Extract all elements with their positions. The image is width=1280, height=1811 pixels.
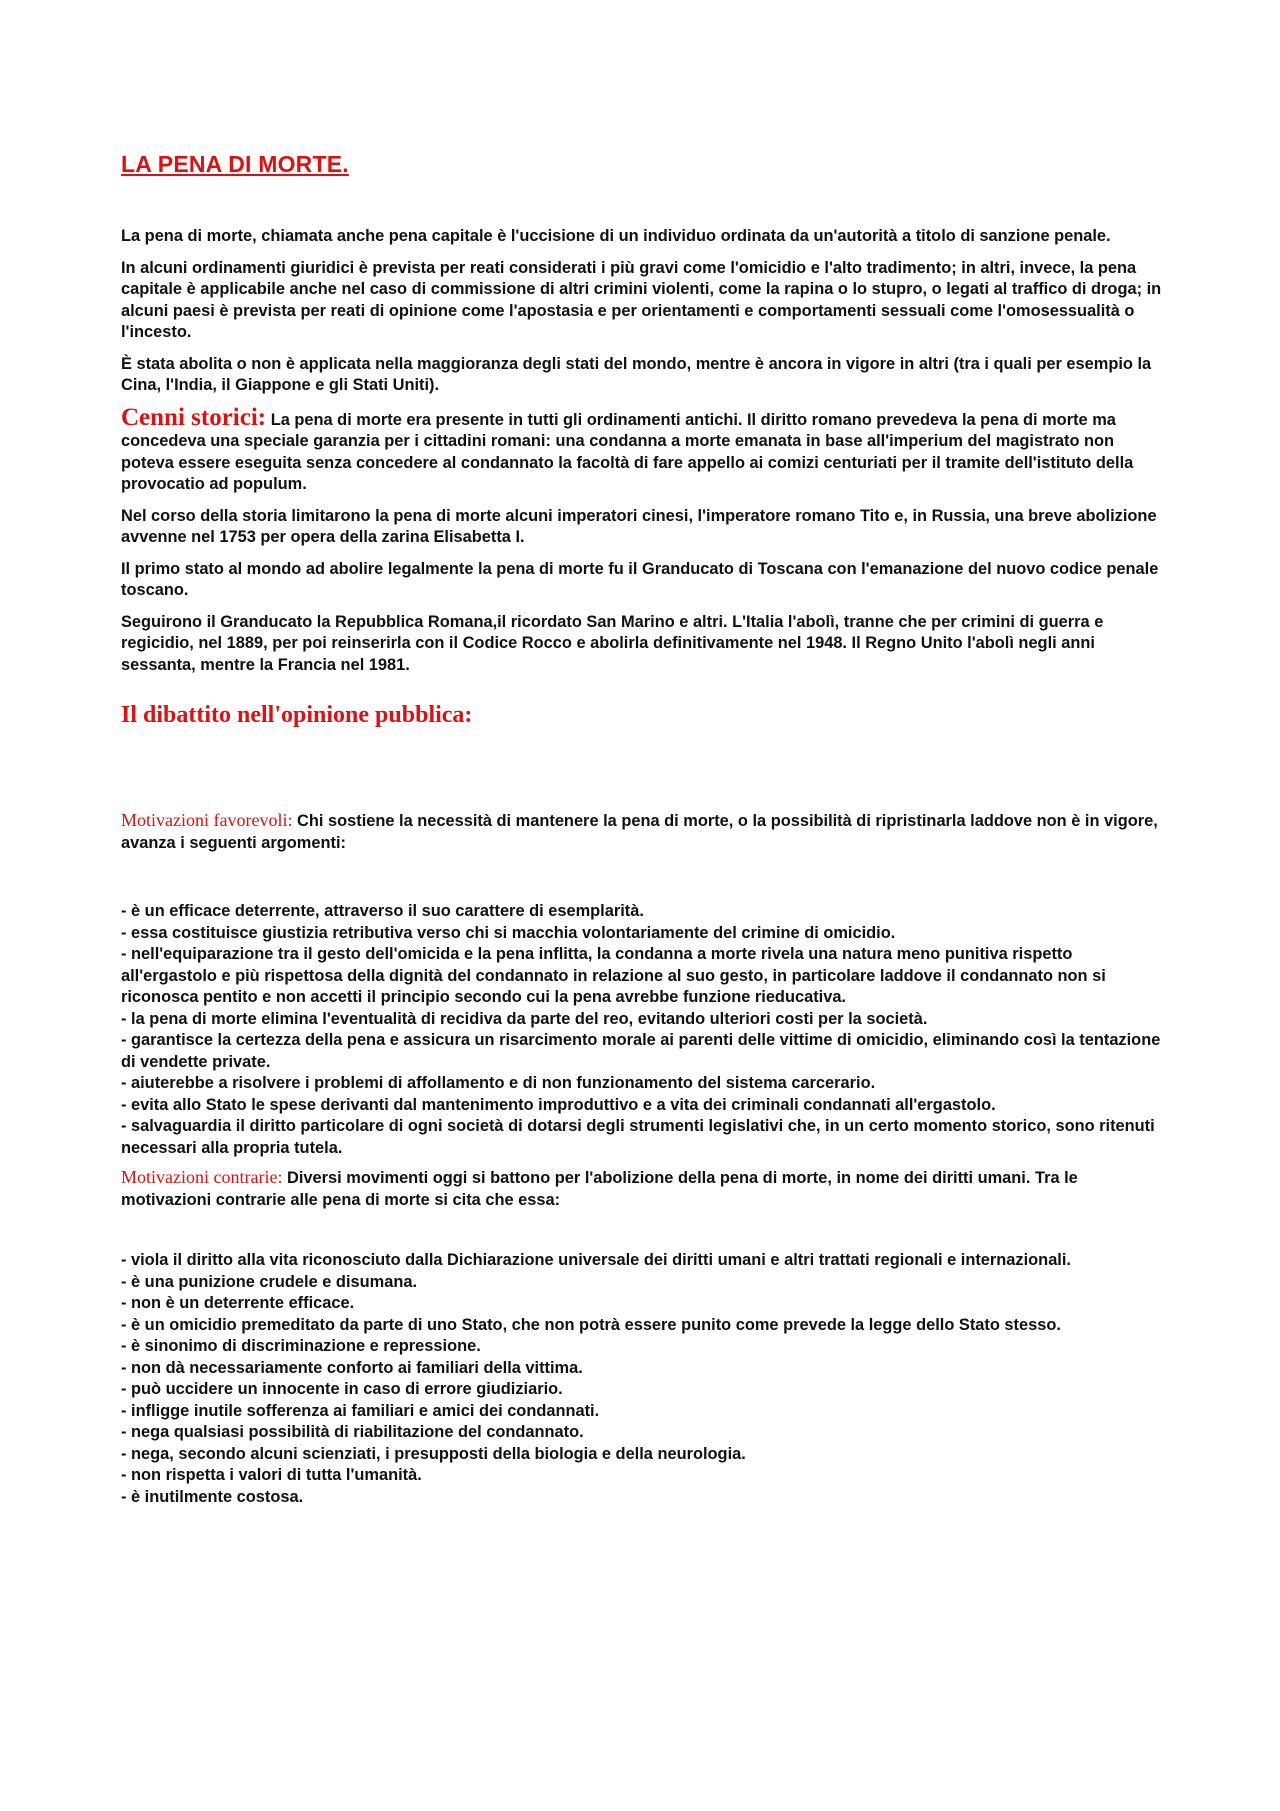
document-page [121, 150, 1166, 1516]
intro-paragraph-3: È stata abolita o non è applicata nella maggioranza degli stati del mondo, mentre è ancora in vigore in altri (tra i quali per esempio la Cina, l'India, il Giappone e gli Stati Uniti). [121, 354, 1152, 394]
pro-intro-paragraph [121, 810, 1166, 854]
list-item: - è sinonimo di discriminazione e repressione. [121, 1337, 481, 1355]
debate-heading: Il dibattito nell'opinione pubblica: [121, 702, 473, 728]
history-paragraph-2: Nel corso della storia limitarono la pena di morte alcuni imperatori cinesi, l'imperatore romano Tito e, in Russia, una breve abolizione avvenne nel 1753 per opera della zarina Elisabetta I. [121, 506, 1157, 546]
list-item: - è un omicidio premeditato da parte di uno Stato, che non potrà essere punito come prevede la legge dello Stato stesso. [121, 1315, 1061, 1334]
list-item: - è inutilmente costosa. [121, 1487, 304, 1506]
list-item: - non è un deterrente efficace. [121, 1294, 355, 1312]
list-item: - non rispetta i valori di tutta l'umanità. [121, 1466, 422, 1484]
list-item: - essa costituisce giustizia retributiva verso chi si macchia volontariamente del crimine di omicidio. [121, 923, 896, 942]
page-title: LA PENA DI MORTE. [121, 151, 349, 177]
con-intro-paragraph [121, 1167, 1166, 1211]
list-item: - nega, secondo alcuni scienziati, i presupposti della biologia e della neurologia. [121, 1444, 746, 1463]
list-item: - può uccidere un innocente in caso di errore giudiziario. [121, 1380, 563, 1398]
intro-paragraph-2: In alcuni ordinamenti giuridici è prevista per reati considerati i più gravi come l'omicidio e l'alto tradimento; in altri, invece, la pena capitale è applicabile anche nel caso di commissione di altri crimini violenti, come la rapina o lo stupro, o legati al traffico di droga; in alcuni paesi è prevista per reati di opinione come l'apostasia e per orientamenti e comportamenti sessuali come l'omosessualità o l'incesto. [121, 258, 1162, 341]
pro-label: Motivazioni favorevoli: [121, 810, 293, 830]
history-text-1: La pena di morte era presente in tutti gli ordinamenti antichi. Il diritto romano prevedeva la pena di morte ma concedeva una speciale garanzia per i cittadini romani: una condanna a morte emanata in base all'imperium del magistrato non poteva essere eseguita senza concedere al condannato la facoltà di fare appello ai comizi centuriati per il tramite dell'istituto della provocatio ad populum. [121, 410, 1134, 493]
history-heading: Cenni storici [121, 403, 258, 431]
history-paragraph-1 [121, 403, 1166, 496]
pro-intro-text: Chi sostiene la necessità di mantenere la pena di morte, o la possibilità di ripristinarla laddove non è in vigore, avanza i seguenti argomenti: [121, 812, 1158, 852]
list-item: - aiuterebbe a risolvere i problemi di affollamento e di non funzionamento del sistema carcerario. [121, 1074, 876, 1092]
list-item: - nega qualsiasi possibilità di riabilitazione del condannato. [121, 1423, 584, 1441]
intro-paragraph-1: La pena di morte, chiamata anche pena capitale è l'uccisione di un individuo ordinata da un'autorità a titolo di sanzione penale. [121, 227, 1111, 245]
list-item: - viola il diritto alla vita riconosciuto dalla Dichiarazione universale dei diritti umani e altri trattati regionali e internazionali. [121, 1251, 1071, 1269]
history-heading-colon: : [257, 403, 267, 431]
list-item: - la pena di morte elimina l'eventualità di recidiva da parte del reo, evitando ulteriori costi per la società. [121, 1009, 928, 1028]
con-intro-text: Diversi movimenti oggi si battono per l'abolizione della pena di morte, in nome dei diritti umani. Tra le motivazioni contrarie alle pena di morte si cita che essa: [121, 1169, 1078, 1209]
list-item: - nell'equiparazione tra il gesto dell'omicida e la pena inflitta, la condanna a morte rivela una natura meno punitiva rispetto all'ergastolo e più rispettosa della dignità del condannato in relazione al suo gesto, in particolare laddove il condannato non si riconosca pentito e non accetti il principio secondo cui la pena avrebbe funzione rieducativa. [121, 945, 1106, 1006]
history-paragraph-4: Seguirono il Granducato la Repubblica Romana,il ricordato San Marino e altri. L'Italia l'abolì, tranne che per crimini di guerra e regicidio, nel 1889, per poi reinserirla con il Codice Rocco e abolirla definitivamente nel 1948. Il Regno Unito l'abolì negli anni sessanta, mentre la Francia nel 1981. [121, 612, 1104, 674]
list-item: - è un efficace deterrente, attraverso il suo carattere di esemplarità. [121, 902, 644, 920]
pro-arguments-list [121, 901, 1166, 1159]
list-item: - infligge inutile sofferenza ai familiari e amici dei condannati. [121, 1401, 600, 1420]
list-item: - evita allo Stato le spese derivanti dal mantenimento improduttivo e a vita dei criminali condannati all'ergastolo. [121, 1095, 996, 1114]
list-item: - garantisce la certezza della pena e assicura un risarcimento morale ai parenti delle vittime di omicidio, eliminando così la tentazione di vendette private. [121, 1031, 1161, 1071]
history-paragraph-3: Il primo stato al mondo ad abolire legalmente la pena di morte fu il Granducato di Toscana con l'emanazione del nuovo codice penale toscano. [121, 559, 1159, 599]
con-arguments-list [121, 1250, 1166, 1508]
con-label: Motivazioni contrarie: [121, 1167, 283, 1187]
list-item: - salvaguardia il diritto particolare di ogni società di dotarsi degli strumenti legislativi che, in un certo momento storico, sono ritenuti necessari alla propria tutela. [121, 1117, 1155, 1157]
list-item: - è una punizione crudele e disumana. [121, 1272, 417, 1291]
list-item: - non dà necessariamente conforto ai familiari della vittima. [121, 1358, 583, 1377]
